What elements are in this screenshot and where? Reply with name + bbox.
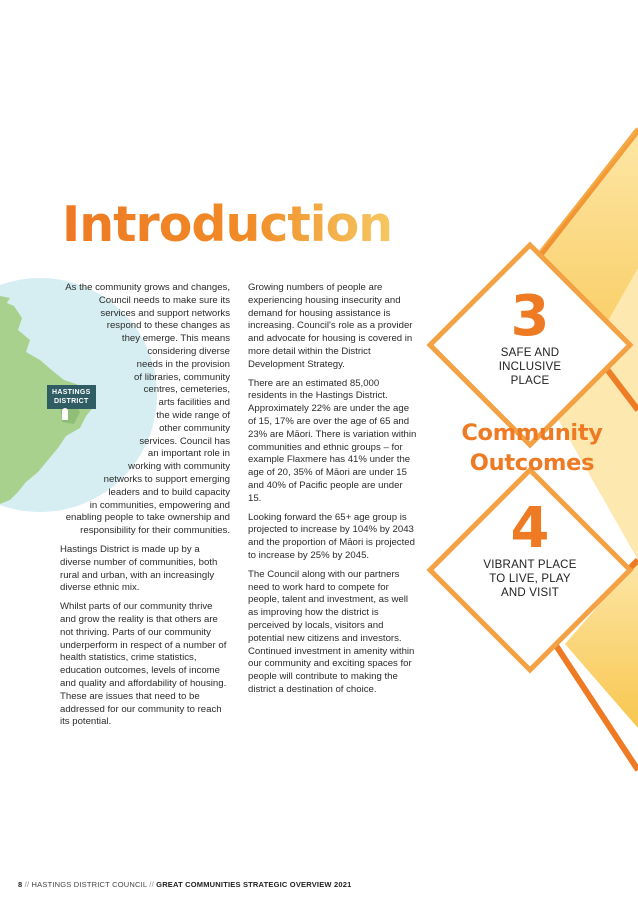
- text-line: arts facilities and: [158, 397, 230, 409]
- paragraph: Growing numbers of people are experiencing housing insecurity and demand for housing assistance is increasing. Council's role as a provider and advocate for housing is covered in more detail within the District Development Strategy.: [248, 282, 413, 370]
- paragraph: The Council along with our partners need to work hard to compete for people, talent and investment, as well as improving how the district is perceived by locals, visitors and potential new citizens and investors. Continued investment in amenity within our community and exciting spaces for people will contribute to making the district a destination of choice.: [248, 568, 415, 695]
- paragraph: There are an estimated 85,000 residents in the Hastings District. Approximately 22% are under the age of 15, 17% are over the age of 65 and 23% are Māori. There is variation within communities and ethnic groups – for example Flaxmere has 41% under the age of 20, 35% of Māori are under 15 and 40% of Pacific people are under 15.: [248, 377, 417, 504]
- text-line: needs in the provision: [136, 358, 230, 370]
- footer-separator: //: [24, 880, 30, 889]
- outcome-number: 3: [510, 284, 550, 349]
- outcome-label: PLACE: [510, 375, 550, 387]
- text-line: leaders and to build capacity: [108, 486, 230, 498]
- text-line: working with community: [128, 461, 230, 473]
- text-line: Council needs to make sure its: [98, 294, 230, 306]
- text-line: networks to support emerging: [103, 473, 230, 485]
- text-line: As the community grows and changes,: [65, 282, 230, 293]
- paragraph: Looking forward the 65+ age group is projected to increase by 104% by 2043 and the proportion of Māori is projected to increase by 25% by 2045.: [248, 511, 415, 561]
- text-column-left: [60, 282, 230, 735]
- outcome-label: INCLUSIVE: [498, 361, 562, 373]
- outcome-4: [462, 496, 598, 600]
- map-label-line: DISTRICT: [53, 398, 89, 405]
- outcome-label: TO LIVE, PLAY: [489, 573, 571, 585]
- text-line: the wide range of: [156, 409, 230, 421]
- text-line: services and support networks: [100, 307, 230, 319]
- text-line: in communities, empowering and: [89, 499, 230, 511]
- heading-line: Community: [461, 420, 603, 446]
- heading-line: Outcomes: [469, 450, 595, 476]
- text-line: they emerge. This means: [121, 333, 230, 345]
- page-footer: [18, 880, 351, 889]
- text-line: responsibility for their communities.: [80, 525, 230, 537]
- text-column-right: [248, 282, 418, 703]
- outcome-number: 4: [510, 496, 550, 561]
- page-title: Introduction: [62, 196, 393, 253]
- community-outcomes-heading: [452, 418, 612, 478]
- text-line: services. Council has: [139, 435, 230, 447]
- text-line: respond to these changes as: [106, 320, 230, 332]
- paragraph: Hastings District is made up by a diverse number of communities, both rural and urban, with an increasingly diverse ethnic mix.: [60, 543, 218, 594]
- page-number: 8: [18, 880, 23, 889]
- outcome-label: SAFE AND: [500, 347, 560, 359]
- text-line: enabling people to take ownership and: [65, 512, 230, 524]
- footer-doc-title: GREAT COMMUNITIES STRATEGIC OVERVIEW 2021: [156, 880, 352, 889]
- footer-separator: //: [149, 880, 154, 889]
- outcome-label: VIBRANT PLACE: [483, 559, 577, 571]
- map-label-line: HASTINGS: [52, 389, 91, 396]
- text-line: other community: [159, 422, 230, 434]
- outcome-3: [470, 284, 590, 388]
- text-line: of libraries, community: [134, 371, 230, 383]
- text-line: considering diverse: [147, 345, 230, 357]
- paragraph: Whilst parts of our community thrive and grow the reality is that others are not thriving. Parts of our community underperform in respect of a number of health statistics, crime statistics, education outcomes, levels of income and quality and affordability of housing. These are issues that need to be addressed for our community to reach its potential.: [60, 601, 227, 728]
- text-line: an important role in: [147, 448, 230, 460]
- paragraph: [60, 282, 230, 538]
- footer-org: HASTINGS DISTRICT COUNCIL: [31, 880, 147, 889]
- text-line: centres, cemeteries,: [143, 384, 230, 396]
- outcome-label: AND VISIT: [500, 587, 560, 599]
